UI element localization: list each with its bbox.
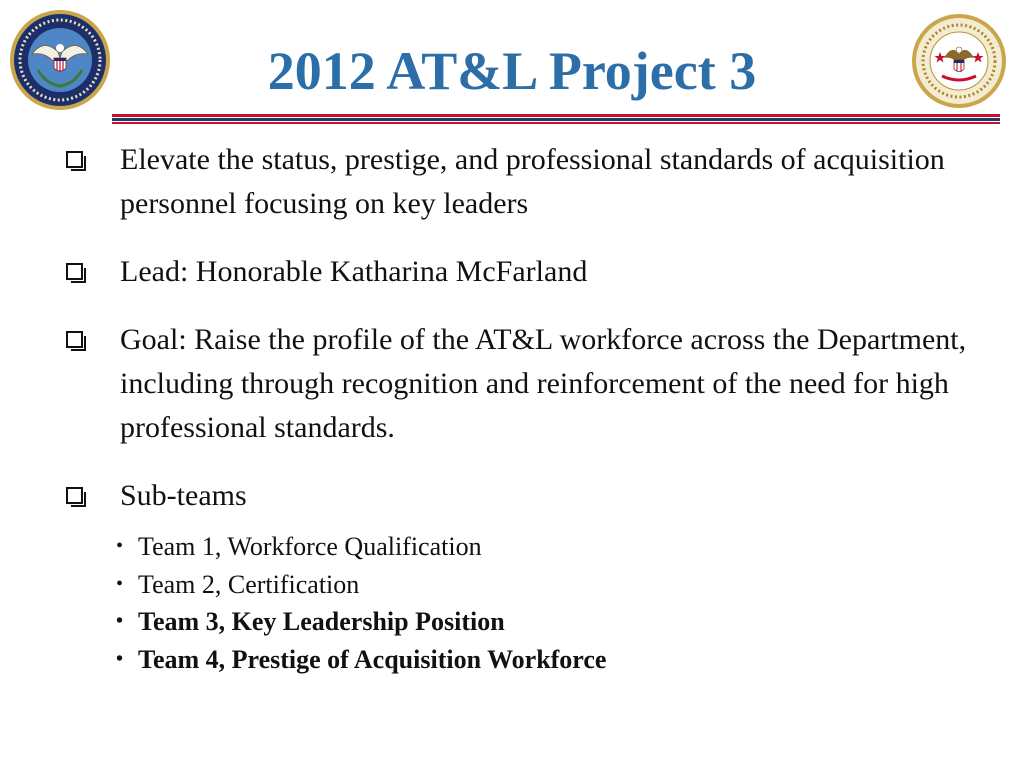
bullet-text: Goal: Raise the profile of the AT&L workforce across the Department, including through recognition and reinforcement of the need for high professional standards.: [120, 323, 967, 444]
bullet-text: Elevate the status, prestige, and professional standards of acquisition personnel focusing on key leaders: [120, 143, 945, 220]
bullet-item-elevate: [62, 138, 997, 226]
bullet-item-goal: [62, 318, 997, 450]
header-rule-red-top: [112, 114, 1000, 117]
subteam-item: [112, 603, 912, 641]
subteam-list: [112, 528, 912, 678]
subteam-text: Team 3, Key Leadership Position: [138, 607, 505, 636]
checkbox-bullet-icon: [66, 487, 83, 504]
bullet-list: [62, 138, 997, 542]
bullet-item-sub-teams: [62, 474, 997, 518]
subteam-item: [112, 566, 912, 604]
subteam-text: Team 2, Certification: [138, 569, 360, 599]
header-rule-navy: [112, 118, 1000, 121]
bullet-text: Lead: Honorable Katharina McFarland: [120, 255, 588, 288]
subteam-item: [112, 528, 912, 566]
checkbox-bullet-icon: [66, 263, 83, 280]
checkbox-bullet-icon: [66, 151, 83, 168]
subteam-text: Team 1, Workforce Qualification: [138, 532, 482, 561]
assistant-secretary-of-defense-seal-icon: [910, 12, 1008, 110]
checkbox-bullet-icon: [66, 331, 83, 348]
bullet-dot-icon: •: [116, 610, 124, 632]
bullet-dot-icon: •: [116, 572, 124, 595]
subteam-item: [112, 641, 912, 679]
bullet-text: Sub-teams: [120, 479, 247, 512]
bullet-item-lead: [62, 250, 997, 294]
header-rule-red-bottom: [112, 122, 1000, 124]
bullet-dot-icon: •: [116, 647, 124, 670]
bullet-dot-icon: •: [116, 535, 124, 557]
slide-title: 2012 AT&L Project 3: [267, 41, 757, 101]
subteam-text: Team 4, Prestige of Acquisition Workforce: [138, 644, 607, 674]
